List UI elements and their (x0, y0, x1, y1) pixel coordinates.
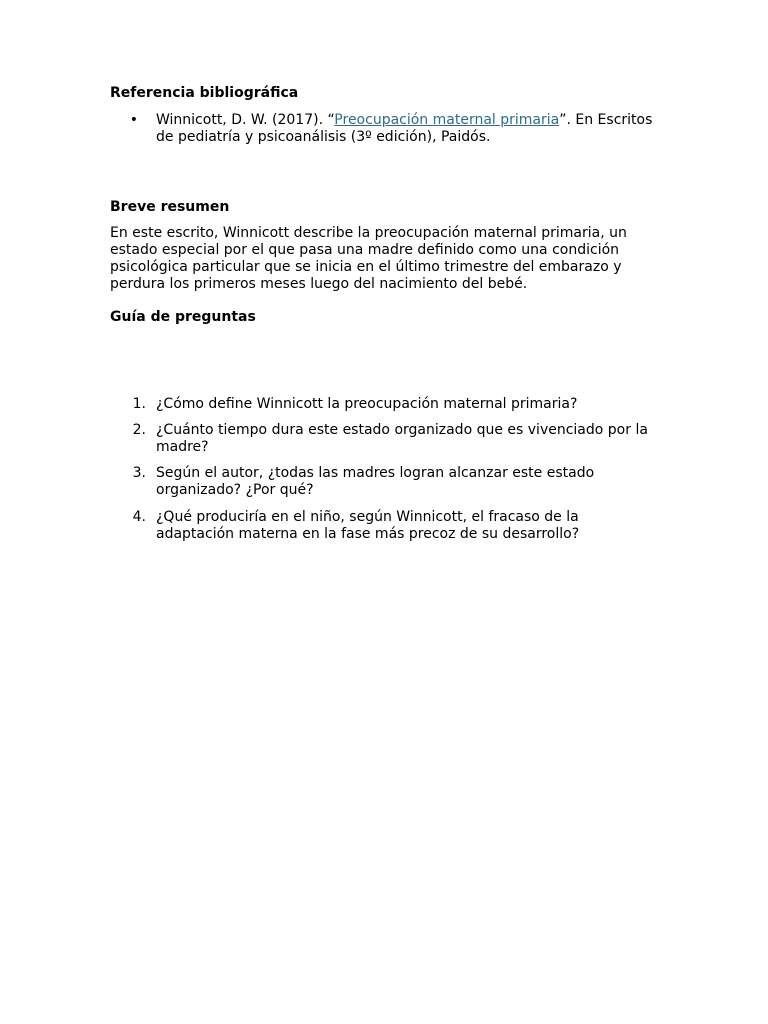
question-text: ¿Cómo define Winnicott la preocupación maternal primaria? (156, 396, 578, 412)
question-item (110, 509, 670, 543)
question-text: ¿Cuánto tiempo dura este estado organizado que es vivenciado por la madre? (156, 422, 648, 455)
question-number: 3. (132, 465, 146, 481)
question-number: 2. (132, 422, 146, 438)
reference-citation-item (110, 112, 670, 146)
citation-link[interactable]: Preocupación maternal primaria (334, 112, 560, 128)
summary-text: En este escrito, Winnicott describe la preocupación maternal primaria, un estado especial por el que pasa una madre definido como una condición psicológica particular que se inicia en el último trimestre del embarazo y perdura los primeros meses luego del nacimiento del bebé. (110, 225, 627, 292)
question-text: ¿Qué produciría en el niño, según Winnicott, el fracaso de la adaptación materna en la fase más precoz de su desarrollo? (156, 509, 580, 542)
citation-prefix: Winnicott, D. W. (2017). “ (156, 112, 335, 128)
question-number: 1. (132, 396, 146, 412)
question-item (110, 465, 670, 499)
reference-citation (156, 112, 666, 146)
question-item (110, 396, 670, 413)
question-item (110, 422, 670, 456)
reference-heading: Referencia bibliográfica (110, 85, 299, 101)
citation-suffix: ”. En Escritos de pediatría y psicoanálisis (3º edición), Paidós. (156, 112, 653, 145)
questions-heading: Guía de preguntas (110, 309, 256, 325)
question-text: Según el autor, ¿todas las madres logran alcanzar este estado organizado? ¿Por qué? (156, 465, 595, 498)
bullet-icon: • (129, 112, 138, 128)
question-number: 4. (132, 509, 146, 525)
summary-heading: Breve resumen (110, 199, 230, 215)
